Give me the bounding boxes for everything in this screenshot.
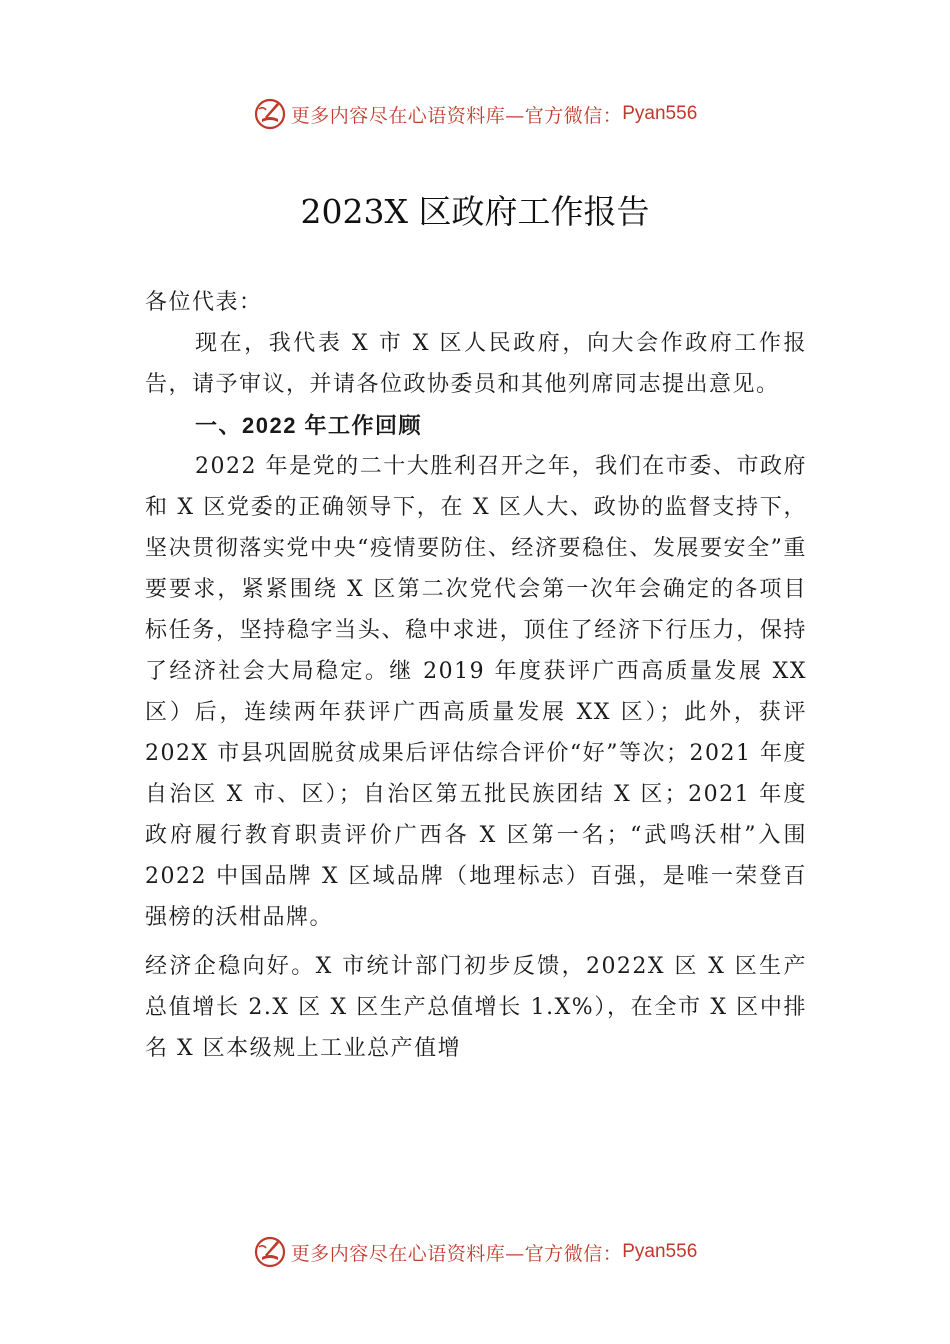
banner-contact: Pyan556 — [622, 1241, 698, 1262]
body-paragraph: 2022 年是党的二十大胜利召开之年，我们在市委、市政府和 X 区党委的正确领导下，在 X 区人大、政协的监督支持下，坚决贯彻落实党中央“疫情要防住、经济要稳住、发展要安全”重要要求，紧紧围绕 X 区第二次党代会第一次年会确定的各项目标任务，坚持稳字当头、稳中求进，顶住了经济下行压力，保持了经济社会大局稳定。继 2019 年度获评广西高质量发展 XX 区）后，连续两年获评广西高质量发展 XX 区）；此外，获评 202X 市县巩固脱贫成果后评估综合评价“好”等次；2021 年度自治区 X 市、区）；自治区第五批民族团结 X 区；2021 年度政府履行教育职责评价广西各 X 区第一名；“武鸣沃柑”入围 2022 中国品牌 X 区域品牌（地理标志）百强，是唯一荣登百强榜的沃柑品牌。 — [145, 454, 807, 930]
footer-banner — [0, 1232, 950, 1272]
intro-paragraph: 现在，我代表 X 市 X 区人民政府，向大会作政府工作报告，请予审议，并请各位政协委员和其他列席同志提出意见。 — [145, 331, 807, 397]
banner-text: 更多内容尽在心语资料库—官方微信： — [290, 104, 623, 127]
book-quill-icon — [253, 97, 287, 131]
section-heading: 一、2022 年工作回顾 — [195, 413, 423, 438]
salutation: 各位代表： — [145, 290, 263, 315]
banner-text: 更多内容尽在心语资料库—官方微信： — [290, 1242, 623, 1265]
header-banner — [0, 94, 950, 134]
document-body — [145, 282, 807, 1069]
banner-contact: Pyan556 — [622, 103, 698, 124]
book-quill-icon — [253, 1235, 287, 1269]
body-paragraph: 经济企稳向好。X 市统计部门初步反馈，2022X 区 X 区生产总值增长 2.X 区 X 区生产总值增长 1.X%），在全市 X 区中排名 X 区本级规上工业总产值增 — [145, 954, 807, 1061]
document-title: 2023X 区政府工作报告 — [300, 192, 650, 231]
